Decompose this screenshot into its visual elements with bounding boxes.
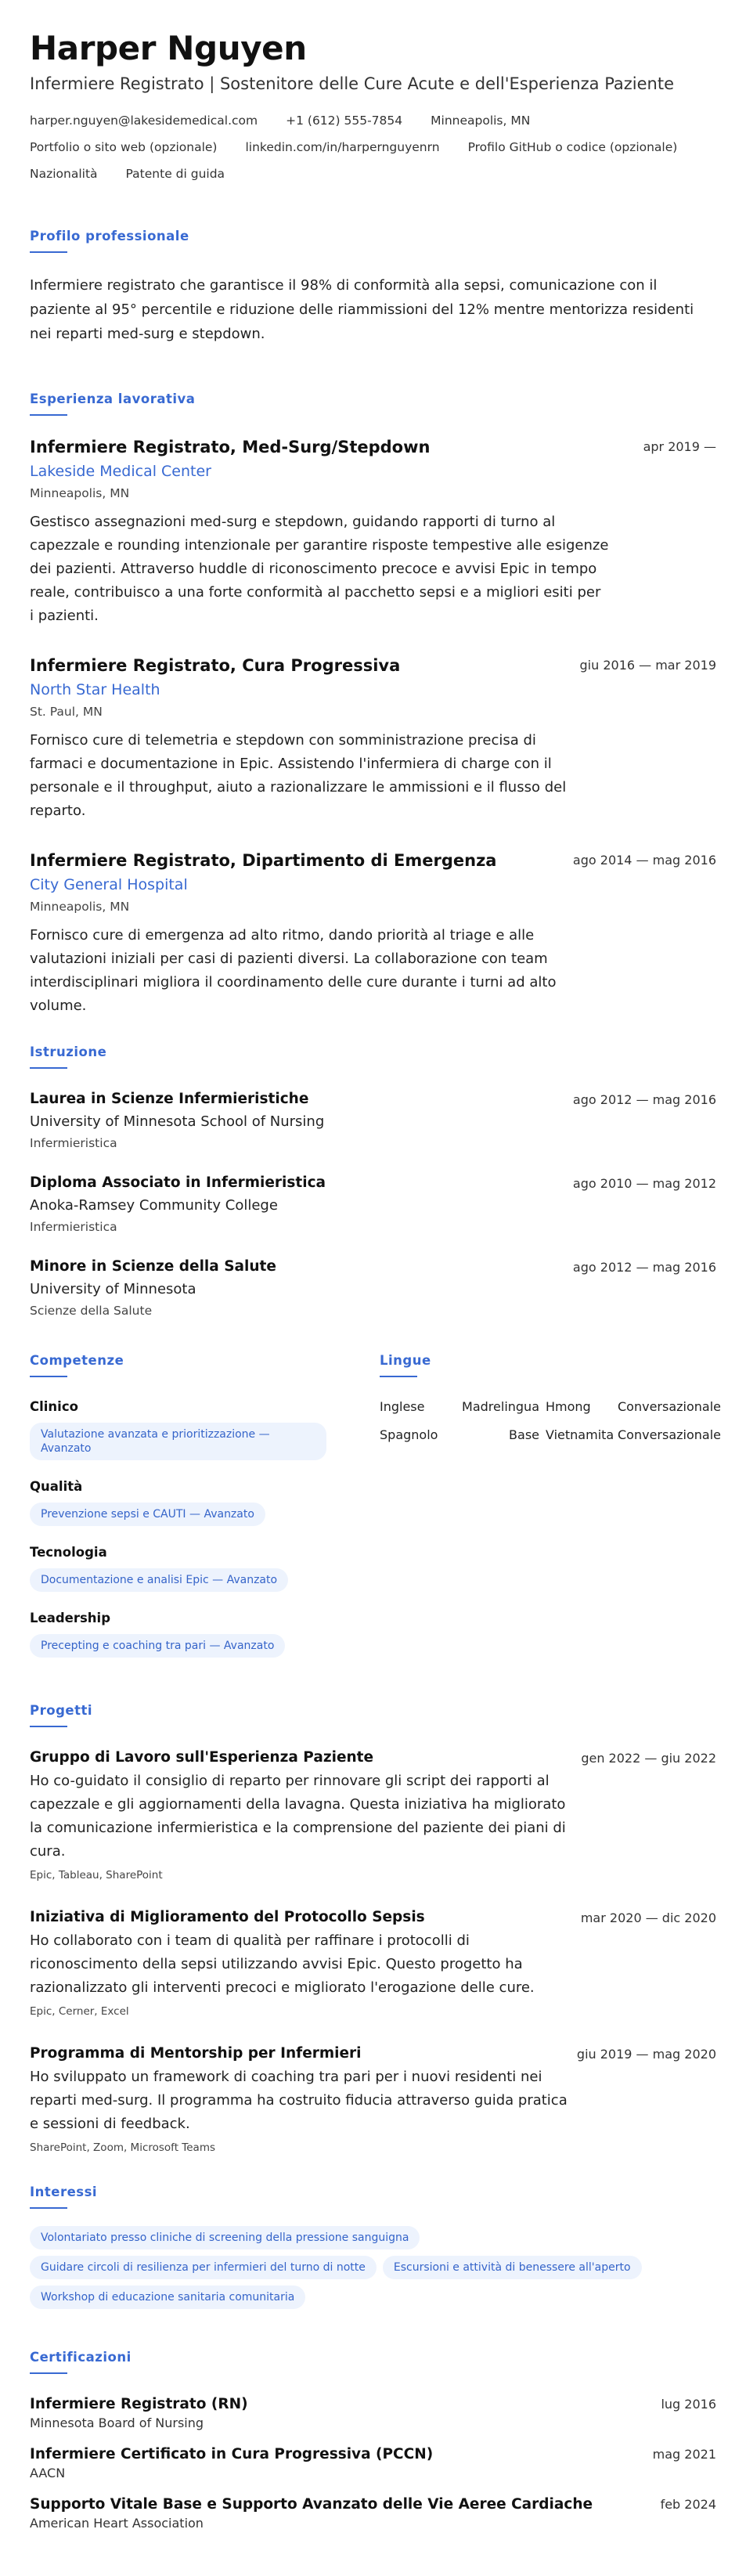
interest-tag: Volontariato presso cliniche di screening della pressione sanguigna — [30, 2226, 420, 2249]
language-row — [380, 1426, 721, 1445]
language-name: Inglese — [380, 1399, 425, 1414]
education-degree: Minore in Scienze della Salute — [30, 1258, 276, 1275]
section-title: Profilo professionale — [30, 229, 189, 244]
skill-tag: Prevenzione sepsi e CAUTI — Avanzato — [30, 1503, 265, 1526]
language-name: Spagnolo — [380, 1427, 438, 1442]
certification-issuer: American Heart Association — [30, 2516, 204, 2531]
job-description: Fornisco cure di telemetria e stepdown con somministrazione precisa di farmaci e documentazione in Epic. Assistendo l'infermiera di charge con il personale e il throughput, aiuto a razionalizzare le ammissioni e il flusso del reparto. — [30, 732, 567, 819]
contact-portfolio[interactable]: Portfolio o sito web (opzionale) — [30, 140, 218, 154]
education-degree: Diploma Associato in Infermieristica — [30, 1174, 326, 1191]
contact-list — [30, 111, 716, 183]
project-dates: gen 2022 — giu 2022 — [581, 1751, 716, 1766]
skill-group — [30, 1543, 333, 1592]
section-divider — [30, 414, 67, 416]
certification-name: Supporto Vitale Base e Supporto Avanzato delle Vie Aeree Cardiache — [30, 2496, 593, 2513]
education-degree: Laurea in Scienze Infermieristiche — [30, 1091, 309, 1107]
skill-group — [30, 1609, 333, 1658]
job-title: Infermiere Registrato, Dipartimento di Emergenza — [30, 851, 497, 870]
project-name: Programma di Mentorship per Infermieri — [30, 2045, 362, 2062]
certification-name: Infermiere Certificato in Cura Progressiva (PCCN) — [30, 2446, 434, 2462]
skill-tag: Documentazione e analisi Epic — Avanzato — [30, 1568, 288, 1592]
section-divider — [30, 251, 67, 253]
certification-entry — [30, 2444, 716, 2482]
certification-name: Infermiere Registrato (RN) — [30, 2396, 248, 2412]
project-tools: SharePoint, Zoom, Microsoft Teams — [30, 2141, 216, 2154]
project-entry — [30, 2044, 716, 2156]
interests-section — [30, 2185, 716, 2309]
job-location: Minneapolis, MN — [30, 900, 130, 914]
interest-tag: Guidare circoli di resilienza per infermieri del turno di notte — [30, 2256, 377, 2279]
experience-section — [30, 391, 716, 1018]
language-name: Vietnamita — [546, 1427, 614, 1442]
job-location: St. Paul, MN — [30, 705, 103, 719]
interest-tag: Workshop di educazione sanitaria comunitaria — [30, 2286, 305, 2309]
education-field: Scienze della Salute — [30, 1304, 153, 1318]
education-section — [30, 1044, 716, 1320]
skill-category: Tecnologia — [30, 1545, 107, 1560]
certification-date: mag 2021 — [652, 2447, 716, 2462]
section-divider — [30, 1067, 67, 1069]
job-dates: giu 2016 — mar 2019 — [579, 658, 716, 673]
job-title: Infermiere Registrato, Med-Surg/Stepdown — [30, 438, 431, 456]
section-title: Lingue — [380, 1353, 431, 1368]
language-level: Conversazionale — [618, 1427, 721, 1442]
summary-section — [30, 229, 716, 346]
education-field: Infermieristica — [30, 1136, 117, 1150]
language-name: Hmong — [546, 1399, 591, 1414]
project-entry — [30, 1907, 716, 2020]
section-divider — [30, 1376, 67, 1377]
skills-languages-section — [30, 1353, 721, 1675]
contact-github[interactable]: Profilo GitHub o codice (opzionale) — [467, 140, 678, 154]
contact-location: Minneapolis, MN — [431, 114, 531, 128]
certification-date: lug 2016 — [661, 2397, 716, 2412]
language-level: Conversazionale — [618, 1399, 721, 1414]
skill-tag: Precepting e coaching tra pari — Avanzato — [30, 1634, 285, 1658]
education-dates: ago 2010 — mag 2012 — [572, 1176, 716, 1191]
job-company: North Star Health — [30, 681, 160, 698]
project-description: Ho sviluppato un framework di coaching tra pari per i nuovi residenti nei reparti med-surg. Il programma ha costruito fiducia attraverso guida pratica e sessioni di feedback. — [30, 2069, 568, 2132]
resume-header — [30, 28, 716, 183]
interest-tag: Escursioni e attività di benessere all'aperto — [383, 2256, 642, 2279]
project-tools: Epic, Tableau, SharePoint — [30, 1869, 163, 1881]
section-divider — [30, 2372, 67, 2374]
job-location: Minneapolis, MN — [30, 486, 130, 500]
project-description: Ho collaborato con i team di qualità per raffinare i protocolli di riconoscimento della sepsi utilizzando avvisi Epic. Questo progetto ha razionalizzato gli interventi precoci e migliorato l'erogazione delle cure. — [30, 1932, 535, 1996]
contact-linkedin[interactable]: linkedin.com/in/harpernguyenrn — [245, 140, 440, 154]
language-level: Base — [509, 1427, 539, 1442]
job-description: Gestisco assegnazioni med-surg e stepdown, guidando rapporti di turno al capezzale e rounding intenzionale per garantire risposte tempestive alle esigenze dei pazienti. Attraverso huddle di riconoscimento precoce e avvisi Epic in tempo reale, contribuisco a una forte conformità al pacchetto sepsi e a migliori esiti per i pazienti. — [30, 514, 609, 624]
language-row — [380, 1398, 721, 1416]
languages-column — [380, 1353, 721, 1675]
certification-entry — [30, 2495, 716, 2532]
section-divider — [30, 2207, 67, 2209]
skill-category: Clinico — [30, 1399, 78, 1414]
job-description: Fornisco cure di emergenza ad alto ritmo, dando priorità al triage e alle valutazioni iniziali per casi di pazienti diversi. La collaborazione con team interdisciplinari migliora il coordinamento delle cure durante i turni ad alto volume. — [30, 927, 557, 1014]
job-title: Infermiere Registrato, Cura Progressiva — [30, 656, 401, 675]
language-level: Madrelingua — [462, 1399, 539, 1414]
education-school: University of Minnesota School of Nursing — [30, 1113, 325, 1130]
job-entry — [30, 436, 716, 628]
section-title: Progetti — [30, 1703, 92, 1718]
project-entry — [30, 1748, 716, 1884]
job-dates: apr 2019 — — [643, 439, 716, 454]
section-title: Certificazioni — [30, 2350, 132, 2365]
certification-entry — [30, 2394, 716, 2432]
section-divider — [380, 1376, 417, 1377]
skill-category: Qualità — [30, 1479, 83, 1494]
job-company: City General Hospital — [30, 876, 188, 893]
certification-issuer: Minnesota Board of Nursing — [30, 2415, 204, 2430]
education-entry — [30, 1257, 716, 1320]
certification-date: feb 2024 — [660, 2497, 716, 2512]
section-divider — [30, 1726, 67, 1727]
education-school: Anoka-Ramsey Community College — [30, 1197, 278, 1214]
project-name: Gruppo di Lavoro sull'Esperienza Paziente — [30, 1749, 374, 1766]
certification-issuer: AACN — [30, 2466, 66, 2480]
interest-tags — [30, 2220, 716, 2309]
education-entry — [30, 1089, 716, 1153]
certifications-section — [30, 2350, 716, 2532]
project-dates: giu 2019 — mag 2020 — [576, 2047, 716, 2062]
section-title: Interessi — [30, 2185, 98, 2199]
project-tools: Epic, Cerner, Excel — [30, 2005, 129, 2018]
section-title: Istruzione — [30, 1044, 107, 1059]
contact-phone[interactable]: +1 (612) 555-7854 — [286, 114, 403, 128]
skill-tag: Valutazione avanzata e prioritizzazione — Avanzato — [30, 1423, 326, 1460]
project-name: Iniziativa di Miglioramento del Protocollo Sepsis — [30, 1909, 425, 1925]
skill-group — [30, 1398, 333, 1460]
summary-text: Infermiere registrato che garantisce il 98% di conformità alla sepsi, comunicazione con il paziente al 95° percentile e riduzione delle riammissioni del 12% mentre mentorizza residenti nei reparti med-surg e stepdown. — [30, 277, 694, 342]
section-title: Competenze — [30, 1353, 124, 1368]
section-title: Esperienza lavorativa — [30, 391, 196, 406]
contact-email[interactable]: harper.nguyen@lakesidemedical.com — [30, 114, 258, 128]
projects-section — [30, 1703, 716, 2156]
job-entry — [30, 850, 716, 1018]
job-dates: ago 2014 — mag 2016 — [572, 853, 716, 868]
headline: Infermiere Registrato | Sostenitore delle Cure Acute e dell'Esperienza Paziente — [30, 74, 675, 93]
education-entry — [30, 1173, 716, 1236]
skill-category: Leadership — [30, 1611, 111, 1625]
skills-column — [30, 1353, 333, 1675]
education-school: University of Minnesota — [30, 1281, 196, 1297]
job-entry — [30, 655, 716, 823]
contact-nationality: Nazionalità — [30, 167, 98, 181]
education-dates: ago 2012 — mag 2016 — [572, 1260, 716, 1275]
job-company: Lakeside Medical Center — [30, 463, 211, 480]
education-dates: ago 2012 — mag 2016 — [572, 1092, 716, 1107]
education-field: Infermieristica — [30, 1220, 117, 1234]
contact-driving-license: Patente di guida — [125, 167, 225, 181]
candidate-name: Harper Nguyen — [30, 29, 307, 67]
project-dates: mar 2020 — dic 2020 — [580, 1910, 716, 1925]
project-description: Ho co-guidato il consiglio di reparto per rinnovare gli script dei rapporti al capezzale e gli aggiornamenti della lavagna. Questa iniziativa ha migliorato la comunicazione infermieristica e la comprensione del paziente dei piani di cura. — [30, 1773, 566, 1860]
skill-group — [30, 1477, 333, 1526]
